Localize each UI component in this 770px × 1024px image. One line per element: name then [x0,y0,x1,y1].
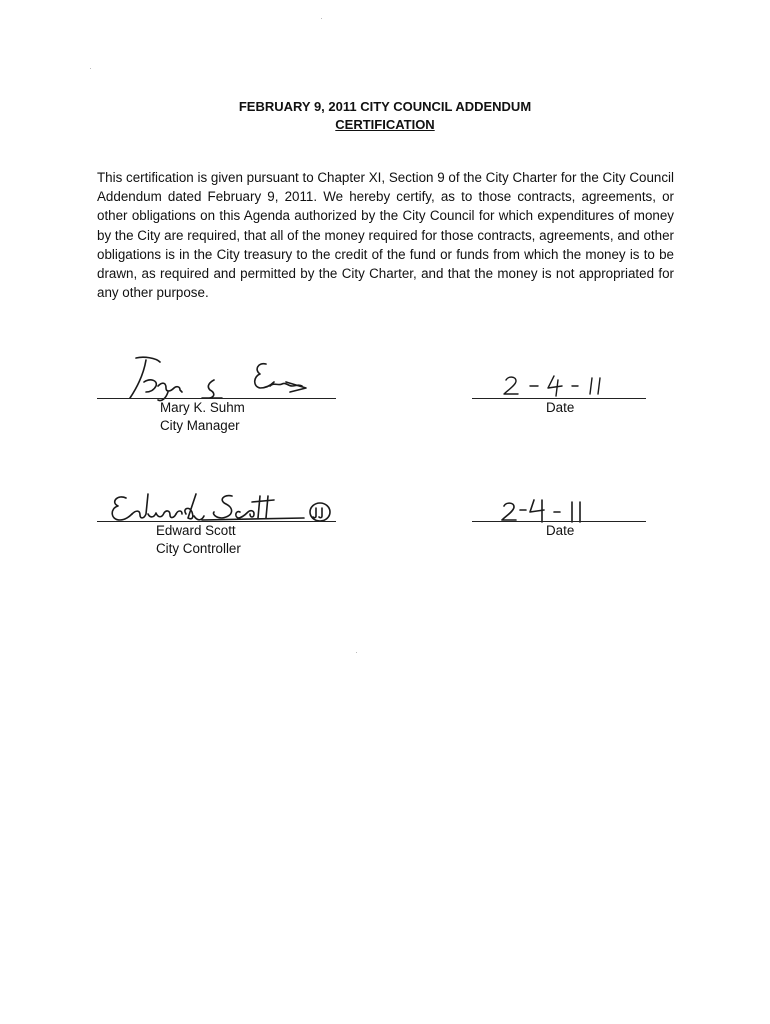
scan-speck [90,68,91,69]
signer-name: Mary K. Suhm [160,400,245,415]
subtitle-text: CERTIFICATION [335,117,435,132]
signer-role: City Controller [156,541,241,556]
signer-name: Edward Scott [156,523,236,538]
signer-role: City Manager [160,418,240,433]
scan-speck [356,652,357,653]
handwritten-date [498,370,618,400]
date-label: Date [546,523,575,538]
document-title: FEBRUARY 9, 2011 CITY COUNCIL ADDENDUM [238,99,532,114]
date-label: Date [546,400,575,415]
scan-speck [321,18,322,19]
document-subtitle [0,116,770,134]
certification-paragraph: This certification is given pursuant to Chapter XI, Section 9 of the City Charter for the City Council Addendum dated February 9, 2011. We hereby certify, as to those contracts, agreements, or other obligations on this Agenda authorized by the City Council for which expenditures of money by the City are required, that all of the money required for those contracts, agreements, and other obligations is in the City treasury to the credit of the fund or funds from which the money is to be drawn, as required and permitted by the City Charter, and that the money is not appropriated for any other purpose. [97,170,674,301]
